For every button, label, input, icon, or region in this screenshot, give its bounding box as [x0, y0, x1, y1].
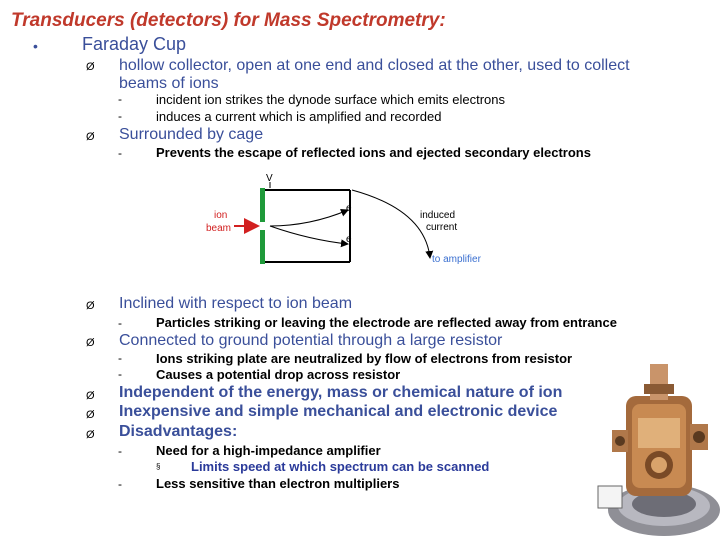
point-4: Connected to ground potential through a large resistor — [119, 332, 503, 349]
faraday-cup-hardware-photo — [592, 360, 720, 540]
diagram-label-v: V — [266, 173, 273, 184]
arrow-bullet-icon: Ø — [86, 409, 95, 421]
diagram-label-amplifier: to amplifier — [432, 254, 481, 265]
point-7-sub-1: Need for a high-impedance amplifier — [156, 443, 381, 458]
point-3-sub-1: Particles striking or leaving the electrode are reflected away from entrance — [156, 315, 617, 330]
cage-plate-bottom — [260, 230, 265, 264]
point-3: Inclined with respect to ion beam — [119, 295, 353, 312]
point-1-sub-1: incident ion strikes the dynode surface which emits electrons — [156, 92, 506, 107]
heading-faraday-cup: Faraday Cup — [82, 34, 187, 54]
dash-bullet-icon: - — [118, 477, 122, 491]
electron-path-upper — [270, 210, 348, 226]
point-4-sub-1: Ions striking plate are neutralized by flow of electrons from resistor — [156, 351, 573, 366]
dash-bullet-icon: - — [118, 444, 122, 458]
dash-bullet-icon: - — [118, 316, 122, 330]
point-7-sub-2: Less sensitive than electron multipliers — [156, 476, 400, 491]
arrow-bullet-icon: Ø — [86, 131, 95, 143]
point-7: Disadvantages: — [119, 423, 238, 440]
point-5: Independent of the energy, mass or chemical nature of ion — [119, 384, 563, 401]
arrow-bullet-icon: Ø — [86, 300, 95, 312]
arrow-bullet-icon: Ø — [86, 390, 95, 402]
point-1-sub-2: induces a current which is amplified and recorded — [156, 109, 442, 124]
diagram-label-beam: beam — [206, 223, 232, 234]
dash-bullet-icon: - — [118, 367, 122, 381]
dash-bullet-icon: - — [118, 351, 122, 365]
point-1-line-1: hollow collector, open at one end and closed at the other, used to collect — [119, 57, 630, 74]
diagram-label-ion: ion — [214, 210, 228, 221]
point-1-line-2: beams of ions — [119, 75, 219, 92]
dash-bullet-icon: - — [118, 109, 122, 123]
point-2: Surrounded by cage — [119, 126, 264, 143]
arrow-bullet-icon: Ø — [86, 429, 95, 441]
cage-plate-top — [260, 188, 265, 222]
diagram-label-induced: induced — [420, 210, 456, 221]
point-6: Inexpensive and simple mechanical and electronic device — [119, 403, 558, 420]
point-7-sub-1-sub-1: Limits speed at which spectrum can be scanned — [191, 459, 490, 474]
square-bullet-icon: § — [156, 462, 161, 471]
electron-path-lower — [270, 226, 348, 244]
induced-current-arrow — [352, 190, 430, 258]
dash-bullet-icon: - — [118, 92, 122, 106]
faraday-cup-diagram — [200, 170, 500, 276]
diagram-label-e-upper: e — [346, 203, 352, 214]
diagram-label-current: current — [426, 222, 458, 233]
diagram-label-e-lower: e — [346, 234, 352, 245]
arrow-bullet-icon: Ø — [86, 337, 95, 349]
arrow-bullet-icon: Ø — [86, 61, 95, 73]
slide-title: Transducers (detectors) for Mass Spectrometry: — [11, 10, 446, 31]
point-4-sub-2: Causes a potential drop across resistor — [156, 367, 401, 382]
dash-bullet-icon: - — [118, 146, 122, 160]
point-2-sub-1: Prevents the escape of reflected ions and ejected secondary electrons — [156, 145, 591, 160]
bullet-icon: • — [33, 38, 38, 54]
